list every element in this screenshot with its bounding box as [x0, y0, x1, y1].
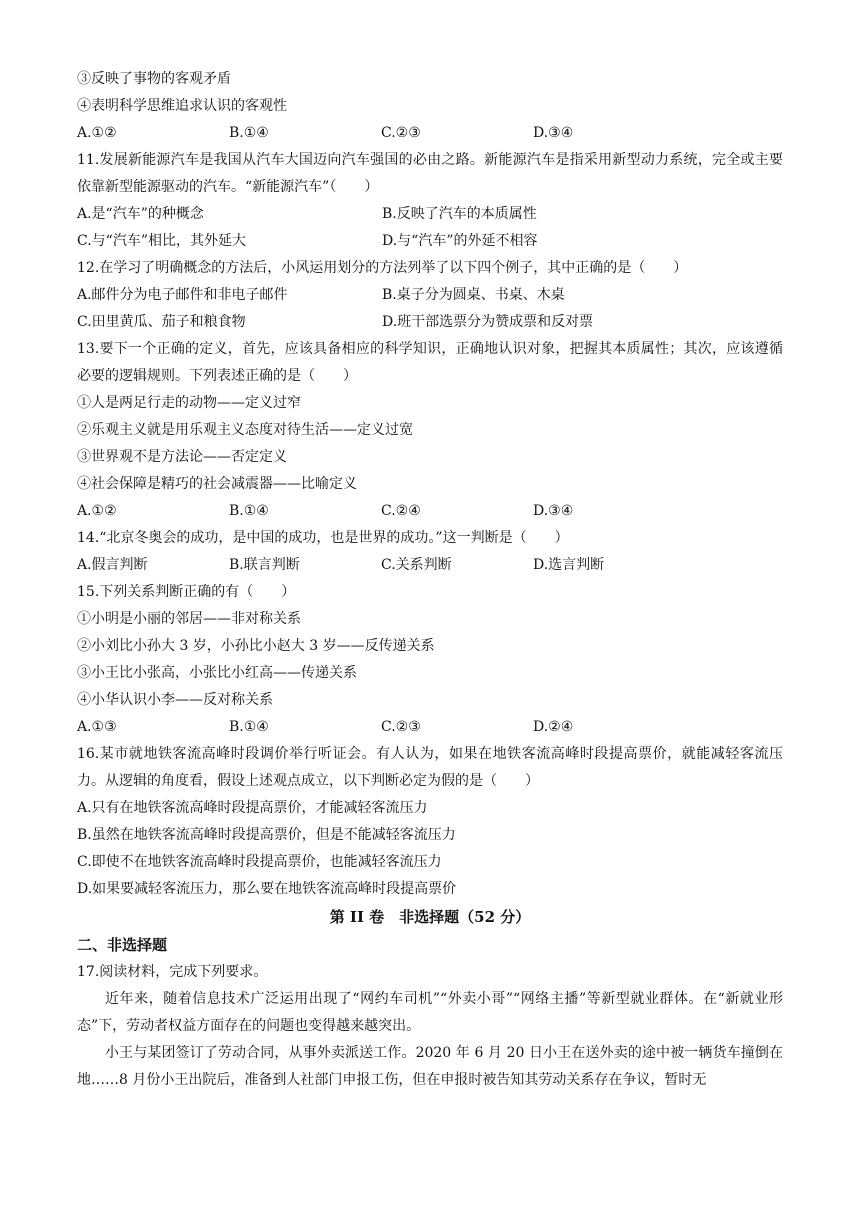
q11-option-a: A.是“汽车”的种概念 [77, 206, 204, 222]
q15-stem: 15.下列关系判断正确的有（ ） [77, 584, 296, 600]
q14-option-b: B.联言判断 [229, 557, 300, 573]
q10-option-a: A.①② [77, 125, 117, 141]
q10-option-c: C.②③ [381, 125, 421, 141]
q15-option-c: C.②③ [381, 719, 421, 735]
q15-item-1: ①小明是小丽的邻居——非对称关系 [77, 611, 301, 627]
q11-option-b: B.反映了汽车的本质属性 [382, 206, 537, 222]
q17-material-para1: 近年来，随着信息技术广泛运用出现了“网约车司机”“外卖小哥”“网络主播”等新型就业群体。在“新就业形态”下，劳动者权益方面存在的问题也变得越来越突出。 [77, 991, 783, 1034]
q13-options [77, 498, 783, 525]
section2-title: 二、非选择题 [77, 936, 168, 954]
q17-material-para2: 小王与某团签订了劳动合同，从事外卖派送工作。2020 年 6 月 20 日小王在送外卖的途中被一辆货车撞倒在地……8 月份小王出院后，准备到人社部门申报工伤，但在申报时被告知其劳动关系存在争议，暂时无 [77, 1045, 783, 1088]
q12-stem: 12.在学习了明确概念的方法后，小风运用划分的方法列举了以下四个例子，其中正确的是（ ） [77, 260, 688, 276]
q12-option-a: A.邮件分为电子邮件和非电子邮件 [77, 287, 288, 303]
q13-item-4: ④社会保障是精巧的社会减震器——比喻定义 [77, 476, 357, 492]
q15-item-3: ③小王比小张高，小张比小红高——传递关系 [77, 665, 357, 681]
q13-option-b: B.①④ [229, 503, 269, 519]
q16-option-b: B.虽然在地铁客流高峰时段提高票价，但是不能减轻客流压力 [77, 827, 456, 843]
q16-option-d: D.如果要减轻客流压力，那么要在地铁客流高峰时段提高票价 [77, 881, 457, 897]
q13-stem: 13.要下一个正确的定义，首先，应该具备相应的科学知识，正确地认识对象，把握其本质属性；其次，应该遵循必要的逻辑规则。下列表述正确的是（ ） [77, 341, 783, 384]
q17-stem: 17.阅读材料，完成下列要求。 [77, 964, 268, 980]
q15-option-a: A.①③ [77, 719, 117, 735]
q15-option-d: D.②④ [533, 719, 574, 735]
q13-option-d: D.③④ [533, 503, 574, 519]
q11-options-row2 [77, 228, 783, 255]
exam-content [77, 66, 783, 1094]
q15-item-2: ②小刘比小孙大 3 岁，小孙比小赵大 3 岁——反传递关系 [77, 638, 435, 654]
q15-item-4: ④小华认识小李——反对称关系 [77, 692, 273, 708]
q12-options-row1 [77, 282, 783, 309]
q14-options [77, 552, 783, 579]
q13-option-a: A.①② [77, 503, 117, 519]
q10-options [77, 120, 783, 147]
q13-option-c: C.②④ [381, 503, 421, 519]
q13-item-1: ①人是两足行走的动物——定义过窄 [77, 395, 301, 411]
q12-options-row2 [77, 309, 783, 336]
q12-option-b: B.桌子分为圆桌、书桌、木桌 [382, 287, 565, 303]
q10-option-b: B.①④ [229, 125, 269, 141]
q14-option-a: A.假言判断 [77, 557, 148, 573]
q12-option-c: C.田里黄瓜、茄子和粮食物 [77, 314, 246, 330]
q15-options [77, 714, 783, 741]
q12-option-d: D.班干部选票分为赞成票和反对票 [382, 314, 594, 330]
q16-stem: 16.某市就地铁客流高峰时段调价举行听证会。有人认为，如果在地铁客流高峰时段提高票价，就能减轻客流压力。从逻辑的角度看，假设上述观点成立，以下判断必定为假的是（ ） [77, 746, 783, 789]
q10-item-3: ③反映了事物的客观矛盾 [77, 71, 231, 87]
q10-option-d: D.③④ [533, 125, 574, 141]
q13-item-3: ③世界观不是方法论——否定定义 [77, 449, 287, 465]
q11-stem: 11.发展新能源汽车是我国从汽车大国迈向汽车强国的必由之路。新能源汽车是指采用新型动力系统，完全或主要依靠新型能源驱动的汽车。“新能源汽车”（ ） [77, 152, 783, 195]
q14-option-d: D.选言判断 [533, 557, 605, 573]
q14-stem: 14.“北京冬奥会的成功，是中国的成功，也是世界的成功。”这一判断是（ ） [77, 530, 569, 546]
q15-option-b: B.①④ [229, 719, 269, 735]
q11-options-row1 [77, 201, 783, 228]
q16-option-c: C.即使不在地铁客流高峰时段提高票价，也能减轻客流压力 [77, 854, 442, 870]
q11-option-c: C.与“汽车”相比，其外延大 [77, 233, 246, 249]
q14-option-c: C.关系判断 [381, 557, 452, 573]
q16-option-a: A.只有在地铁客流高峰时段提高票价，才能减轻客流压力 [77, 800, 428, 816]
q11-option-d: D.与“汽车”的外延不相容 [382, 233, 538, 249]
q13-item-2: ②乐观主义就是用乐观主义态度对待生活——定义过宽 [77, 422, 413, 438]
q10-item-4: ④表明科学思维追求认识的客观性 [77, 98, 287, 114]
part2-title: 第 II 卷 非选择题（52 分） [329, 908, 531, 926]
